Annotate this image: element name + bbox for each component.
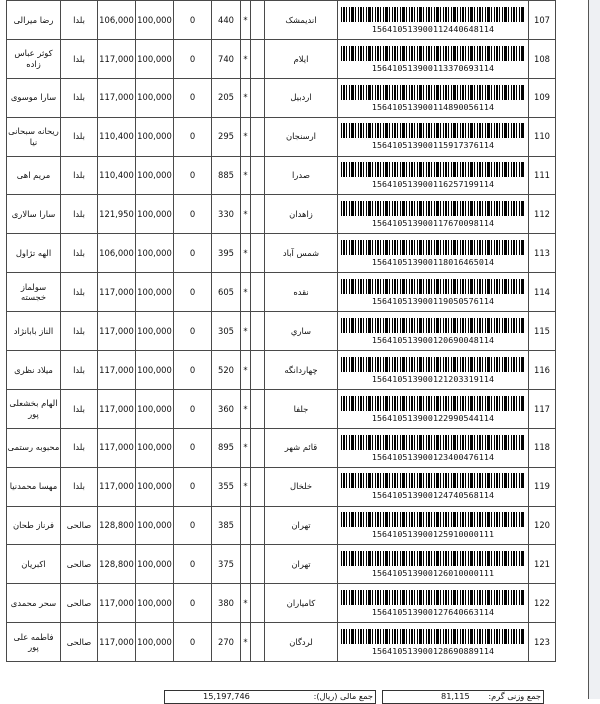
barcode-cell (338, 195, 529, 234)
city-cell: ساري (265, 312, 338, 351)
district-cell: بلدا (61, 428, 98, 467)
zero-cell: 0 (174, 467, 212, 506)
mark-cell (241, 545, 251, 584)
barcode-cell (338, 78, 529, 117)
base-amount-cell: 100,000 (136, 117, 174, 156)
barcode-number: 156410513900115917376114 (371, 140, 495, 151)
row-number-cell: 112 (529, 195, 556, 234)
city-cell: لردگان (265, 623, 338, 662)
district-cell: بلدا (61, 273, 98, 312)
total-amount-cell: 117,000 (98, 467, 136, 506)
barcode-cell (338, 389, 529, 428)
mark-cell: * (241, 39, 251, 78)
table-row (7, 467, 556, 506)
zero-cell: 0 (174, 78, 212, 117)
total-amount-cell: 106,000 (98, 234, 136, 273)
recipient-name: ریحانه سبحانی نیا (7, 117, 61, 156)
weight-cell: 360 (212, 389, 241, 428)
barcode-number: 156410513900124740568114 (371, 490, 495, 501)
weight-cell: 605 (212, 273, 241, 312)
zero-cell: 0 (174, 156, 212, 195)
barcode-cell (338, 428, 529, 467)
scroll-gutter (589, 0, 600, 699)
total-amount-cell: 110,400 (98, 117, 136, 156)
city-cell: تهران (265, 506, 338, 545)
base-amount-cell: 100,000 (136, 234, 174, 273)
table-body (7, 1, 556, 662)
weight-cell: 205 (212, 78, 241, 117)
total-amount-cell: 121,950 (98, 195, 136, 234)
total-weight-box (382, 690, 544, 704)
city-cell: چهاردانگه (265, 351, 338, 390)
table-row (7, 78, 556, 117)
total-amount-cell: 117,000 (98, 78, 136, 117)
mark-cell: * (241, 195, 251, 234)
total-amount-cell: 106,000 (98, 1, 136, 40)
barcode-number: 156410513900118016465014 (371, 257, 495, 268)
empty-cell (251, 428, 265, 467)
total-amount-cell: 117,000 (98, 39, 136, 78)
barcode-number: 156410513900125910000111 (371, 529, 495, 540)
empty-cell (251, 39, 265, 78)
barcode-image (341, 201, 525, 216)
base-amount-cell: 100,000 (136, 506, 174, 545)
table-row (7, 156, 556, 195)
row-number-cell: 116 (529, 351, 556, 390)
barcode-image (341, 85, 525, 100)
barcode-image (341, 46, 525, 61)
zero-cell: 0 (174, 312, 212, 351)
zero-cell: 0 (174, 39, 212, 78)
table-row (7, 428, 556, 467)
row-number-cell: 111 (529, 156, 556, 195)
empty-cell (251, 545, 265, 584)
barcode-image (341, 279, 525, 294)
total-price-box (164, 690, 376, 704)
barcode-image (341, 162, 525, 177)
district-cell: صالحی (61, 584, 98, 623)
mark-cell: * (241, 428, 251, 467)
total-amount-cell: 128,800 (98, 545, 136, 584)
zero-cell: 0 (174, 117, 212, 156)
mark-cell: * (241, 156, 251, 195)
recipient-name: سولماز خجسته (7, 273, 61, 312)
city-cell: کامیاران (265, 584, 338, 623)
barcode-image (341, 435, 525, 450)
total-amount-cell: 117,000 (98, 623, 136, 662)
zero-cell: 0 (174, 389, 212, 428)
row-number-cell: 113 (529, 234, 556, 273)
zero-cell: 0 (174, 506, 212, 545)
city-cell: جلفا (265, 389, 338, 428)
shipment-table (6, 0, 556, 662)
base-amount-cell: 100,000 (136, 156, 174, 195)
total-amount-cell: 117,000 (98, 389, 136, 428)
city-cell: اردبیل (265, 78, 338, 117)
barcode-cell (338, 584, 529, 623)
table-row (7, 389, 556, 428)
barcode-number: 156410513900121203319114 (371, 373, 495, 384)
weight-cell: 520 (212, 351, 241, 390)
district-cell: صالحی (61, 545, 98, 584)
city-cell: زاهدان (265, 195, 338, 234)
mark-cell: * (241, 623, 251, 662)
weight-cell: 740 (212, 39, 241, 78)
weight-cell: 305 (212, 312, 241, 351)
city-cell: قائم شهر (265, 428, 338, 467)
barcode-number: 156410513900123400476114 (371, 451, 495, 462)
barcode-image (341, 318, 525, 333)
row-number-cell: 109 (529, 78, 556, 117)
empty-cell (251, 506, 265, 545)
city-cell: ایلام (265, 39, 338, 78)
barcode-number: 156410513900113370693114 (371, 62, 495, 73)
weight-cell: 270 (212, 623, 241, 662)
weight-cell: 355 (212, 467, 241, 506)
recipient-name: کوثر عباس زاده (7, 39, 61, 78)
barcode-image (341, 123, 525, 138)
row-number-cell: 118 (529, 428, 556, 467)
barcode-image (341, 357, 525, 372)
zero-cell: 0 (174, 273, 212, 312)
row-number-cell: 121 (529, 545, 556, 584)
base-amount-cell: 100,000 (136, 39, 174, 78)
row-number-cell: 120 (529, 506, 556, 545)
base-amount-cell: 100,000 (136, 351, 174, 390)
barcode-cell (338, 506, 529, 545)
city-cell: خلخال (265, 467, 338, 506)
mark-cell: * (241, 1, 251, 40)
total-weight-label: جمع وزنی گرم: (488, 691, 541, 701)
city-cell: اندیمشک (265, 1, 338, 40)
city-cell: ارسنجان (265, 117, 338, 156)
barcode-cell (338, 234, 529, 273)
mark-cell: * (241, 312, 251, 351)
total-amount-cell: 117,000 (98, 273, 136, 312)
recipient-name: الناز بابانژاد (7, 312, 61, 351)
zero-cell: 0 (174, 584, 212, 623)
barcode-image (341, 512, 525, 527)
table-row (7, 545, 556, 584)
row-number-cell: 115 (529, 312, 556, 351)
district-cell: بلدا (61, 1, 98, 40)
table-row (7, 584, 556, 623)
totals-footer (0, 687, 600, 699)
empty-cell (251, 195, 265, 234)
mark-cell: * (241, 584, 251, 623)
zero-cell: 0 (174, 623, 212, 662)
barcode-number: 156410513900126010000111 (371, 568, 495, 579)
barcode-cell (338, 623, 529, 662)
empty-cell (251, 1, 265, 40)
table-row (7, 117, 556, 156)
city-cell: نقده (265, 273, 338, 312)
base-amount-cell: 100,000 (136, 623, 174, 662)
recipient-name: سحر محمدی (7, 584, 61, 623)
table-row (7, 312, 556, 351)
table-row (7, 506, 556, 545)
zero-cell: 0 (174, 351, 212, 390)
barcode-image (341, 240, 525, 255)
table-row (7, 195, 556, 234)
row-number-cell: 119 (529, 467, 556, 506)
base-amount-cell: 100,000 (136, 584, 174, 623)
weight-cell: 295 (212, 117, 241, 156)
base-amount-cell: 100,000 (136, 1, 174, 40)
barcode-cell (338, 545, 529, 584)
barcode-number: 156410513900128690889114 (371, 646, 495, 657)
city-cell: شمس آباد (265, 234, 338, 273)
total-amount-cell: 117,000 (98, 584, 136, 623)
district-cell: بلدا (61, 312, 98, 351)
empty-cell (251, 78, 265, 117)
table-row (7, 1, 556, 40)
city-cell: تهران (265, 545, 338, 584)
barcode-image (341, 473, 525, 488)
total-weight-value: 81,115 (441, 691, 470, 701)
table-row (7, 351, 556, 390)
barcode-cell (338, 273, 529, 312)
barcode-image (341, 551, 525, 566)
barcode-cell (338, 156, 529, 195)
recipient-name: محبوبه رستمی (7, 428, 61, 467)
barcode-number: 156410513900127640663114 (371, 607, 495, 618)
table-row (7, 234, 556, 273)
weight-cell: 895 (212, 428, 241, 467)
barcode-cell (338, 39, 529, 78)
table-row (7, 623, 556, 662)
barcode-cell (338, 467, 529, 506)
barcode-image (341, 590, 525, 605)
empty-cell (251, 312, 265, 351)
weight-cell: 885 (212, 156, 241, 195)
row-number-cell: 107 (529, 1, 556, 40)
row-number-cell: 114 (529, 273, 556, 312)
barcode-number: 156410513900120690048114 (371, 334, 495, 345)
row-number-cell: 110 (529, 117, 556, 156)
empty-cell (251, 584, 265, 623)
zero-cell: 0 (174, 545, 212, 584)
empty-cell (251, 351, 265, 390)
barcode-number: 156410513900122990544114 (371, 412, 495, 423)
zero-cell: 0 (174, 1, 212, 40)
district-cell: بلدا (61, 234, 98, 273)
barcode-cell (338, 351, 529, 390)
total-amount-cell: 128,800 (98, 506, 136, 545)
barcode-number: 156410513900116257199114 (371, 179, 495, 190)
city-cell: صدرا (265, 156, 338, 195)
empty-cell (251, 117, 265, 156)
mark-cell: * (241, 234, 251, 273)
recipient-name: سارا سالاری (7, 195, 61, 234)
barcode-cell (338, 117, 529, 156)
mark-cell: * (241, 351, 251, 390)
base-amount-cell: 100,000 (136, 389, 174, 428)
zero-cell: 0 (174, 428, 212, 467)
zero-cell: 0 (174, 195, 212, 234)
district-cell: بلدا (61, 195, 98, 234)
mark-cell (241, 506, 251, 545)
empty-cell (251, 273, 265, 312)
recipient-name: اکبریان (7, 545, 61, 584)
recipient-name: فاطمه علی پور (7, 623, 61, 662)
barcode-number: 156410513900119050576114 (371, 296, 495, 306)
table-row (7, 273, 556, 312)
empty-cell (251, 389, 265, 428)
row-number-cell: 108 (529, 39, 556, 78)
barcode-number: 156410513900117670098114 (371, 218, 495, 229)
base-amount-cell: 100,000 (136, 467, 174, 506)
mark-cell: * (241, 389, 251, 428)
base-amount-cell: 100,000 (136, 428, 174, 467)
empty-cell (251, 467, 265, 506)
recipient-name: سارا موسوی (7, 78, 61, 117)
empty-cell (251, 234, 265, 273)
weight-cell: 440 (212, 1, 241, 40)
district-cell: بلدا (61, 117, 98, 156)
mark-cell: * (241, 117, 251, 156)
barcode-cell (338, 1, 529, 40)
total-amount-cell: 117,000 (98, 351, 136, 390)
recipient-name: الهه تژاول (7, 234, 61, 273)
barcode-number: 156410513900112440648114 (371, 23, 495, 34)
weight-cell: 380 (212, 584, 241, 623)
barcode-image (341, 7, 525, 22)
base-amount-cell: 100,000 (136, 78, 174, 117)
zero-cell: 0 (174, 234, 212, 273)
total-amount-cell: 117,000 (98, 312, 136, 351)
row-number-cell: 123 (529, 623, 556, 662)
district-cell: بلدا (61, 467, 98, 506)
base-amount-cell: 100,000 (136, 312, 174, 351)
mark-cell: * (241, 467, 251, 506)
district-cell: بلدا (61, 78, 98, 117)
table-row (7, 39, 556, 78)
weight-cell: 330 (212, 195, 241, 234)
barcode-number: 156410513900114890056114 (371, 101, 495, 112)
barcode-cell (338, 312, 529, 351)
total-price-label: جمع مالی (ریال): (313, 691, 373, 701)
base-amount-cell: 100,000 (136, 195, 174, 234)
recipient-name: میلاد نظری (7, 351, 61, 390)
total-amount-cell: 110,400 (98, 156, 136, 195)
weight-cell: 375 (212, 545, 241, 584)
barcode-image (341, 629, 525, 644)
recipient-name: مهسا محمدنیا (7, 467, 61, 506)
base-amount-cell: 100,000 (136, 273, 174, 312)
recipient-name: رضا میرالی (7, 1, 61, 40)
base-amount-cell: 100,000 (136, 545, 174, 584)
row-number-cell: 122 (529, 584, 556, 623)
district-cell: بلدا (61, 389, 98, 428)
district-cell: بلدا (61, 39, 98, 78)
recipient-name: مریم اهی (7, 156, 61, 195)
empty-cell (251, 156, 265, 195)
mark-cell: * (241, 273, 251, 312)
barcode-image (341, 396, 525, 411)
total-amount-cell: 117,000 (98, 428, 136, 467)
district-cell: بلدا (61, 351, 98, 390)
mark-cell: * (241, 78, 251, 117)
district-cell: صالحی (61, 506, 98, 545)
weight-cell: 395 (212, 234, 241, 273)
district-cell: صالحی (61, 623, 98, 662)
recipient-name: الهام بخشعلی پور (7, 389, 61, 428)
empty-cell (251, 623, 265, 662)
recipient-name: فرناز طحان (7, 506, 61, 545)
row-number-cell: 117 (529, 389, 556, 428)
weight-cell: 385 (212, 506, 241, 545)
district-cell: بلدا (61, 156, 98, 195)
total-price-value: 15,197,746 (203, 691, 250, 701)
